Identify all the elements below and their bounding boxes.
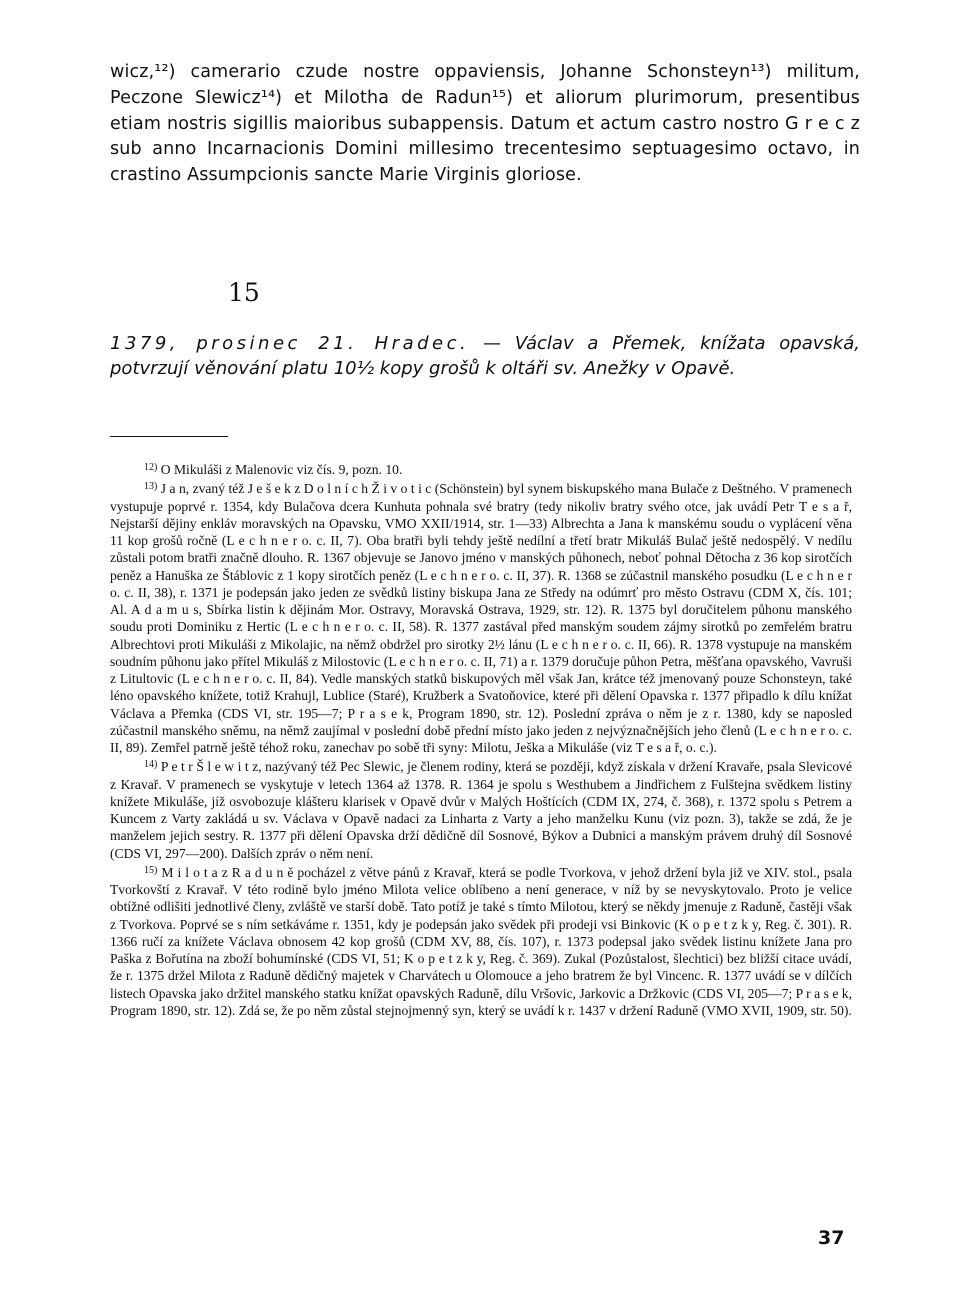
footnote-text: P e t r Š l e w i t z, nazývaný též Pec Slewic, je členem rodiny, která se později, když získala v držení Kravaře, psala Slevicové z Kravař. V pramenech se vyskytuje v letech 1364 až 1378. R. 1364 je spolu s Westhubem a Jindřichem z Fulštejna svědkem listiny knížete Mikuláše, jíž osvobozuje klášteru klarisek v Opavě dvůr v Malých Hoštících (CDM IX, 274, č. 368), r. 1372 spolu s Petrem a Kuncem z Varty zakládá u sv. Václava v Opavě nadaci za Linharta z Varty a jeho manželku Kunu (viz pozn. 3), takže se zdá, že je manželem jejich sestry. R. 1377 při dělení Opavska drží dědičně díl Sosnové, Býkov a Dubnici a manským právem druhý díl Sosnové (CDS VI, 297—200). Dalších zpráv o něm není. xyxy=(110,759,853,861)
regest-summary: — Václav a Přemek, knížata opavská, potvrzují věnování platu 10½ kopy grošů k oltáři sv. Anežky v Opavě. xyxy=(110,333,860,379)
footnote-14 xyxy=(110,756,852,862)
footnote-mark: 14) xyxy=(144,759,158,771)
footnote-15 xyxy=(110,862,852,1019)
footnote-text: M i l o t a z R a d u n ě pocházel z větve pánů z Kravař, která se podle Tvorkova, v jehož držení byla již ve XIV. stol., psala Tvorkovští z Kravař. V této rodině bylo jméno Milota velice oblíbeno a není generace, v níž by se nevyskytovalo. Proto je velice obtížné odlišiti jednotlivé členy, zvláště ve starší době. Tato potíž je také s tímto Milotou, který se někdy jmenuje z Raduně, častěji však z Tvorkova. Poprvé se s ním setkáváme r. 1351, kdy je podepsán jako svědek při prodeji vsi Binkovic (K o p e t z k y, Reg. č. 301). R. 1366 ručí za knížete Václava obnosem 42 kop grošů (CDM XV, 88, čís. 107), r. 1373 podepsal jako svědek listinu knížete Jana pro Paška z Bořutína na zboží bohumínské (CDS VI, 51; K o p e t z k y, Reg. č. 369). Zukal (Pozůstalost, šlechtici) bez bližší citace uvádí, že r. 1375 držel Milota z Raduně dědičný majetek v Charvátech u Olomouce a jeho bratrem že byl Vincenc. R. 1377 uvádí se v dílčích listech Opavska jako držitel manského statku knížat opavských Raduně, dílu Vršovic, Jarkovic a Držkovic (CDS VI, 205—7; P r a s e k, Program 1890, str. 12). Zdá se, že po něm zůstal stejnojmenný syn, který se uvádí k r. 1437 v držení Raduně (VMO XVII, 1909, str. 50). xyxy=(110,864,852,1018)
footnote-text: O Mikuláši z Malenovic viz čís. 9, pozn. 10. xyxy=(160,462,403,477)
regest-heading xyxy=(110,331,860,381)
footnotes xyxy=(110,459,852,1019)
footnote-mark: 15) xyxy=(144,864,158,876)
document-number: 15 xyxy=(228,278,260,307)
regest-date-place: 1379, prosinec 21. Hradec. xyxy=(110,333,470,354)
footnote-mark: 13) xyxy=(144,481,158,493)
footnote-mark: 12) xyxy=(144,462,158,473)
footnote-text: J a n, zvaný též J e š e k z D o l n í c h Ž i v o t i c (Schönstein) byl synem biskupského mana Bulače z Deštného. V pramenech vystupuje poprvé r. 1354, kdy Bulačova dcera Kunhuta pohnala své bratry (tedy nikoliv bratry svého otce, jak uvádí Petr T e s a ř, Nejstarší dějiny enkláv moravských na Opavsku, VMO XXII/1914, str. 1—33) Albrechta a Jana k manskému soudu o vyplácení věna 11 kop grošů ročně (L e c h n e r o. c. II, 7). Oba bratři byli tehdy ještě nedílní a třetí bratr Mikuláš Bulač ještě nedospělý. V nedílu zůstali potom bratři značně dlouho. R. 1367 objevuje se Janovo jméno v manských půhonech, neboť pohnal Dětocha z 36 kop sirotčích peněz a Hanuška ze Štáblovic z 1 kopy sirotčích peněz (L e c h n e r o. c. II, 37). R. 1368 se zúčastnil manského posudku (L e c h n e r o. c. II, 38), r. 1371 je podepsán jako jeden ze svědků listiny biskupa Jana ze Středy na odúmrť pro město Ostravu (CDM X, čís. 101; Al. A d a m u s, Sbírka listin k dějinám Mor. Ostravy, Moravská Ostrava, 1929, str. 12). R. 1375 byl doručitelem půhonu manského soudu proti Dominiku z Hertic (L e c h n e r o. c. II, 58). R. 1377 zastával před manským soudem zájmy sirotků po zemřelém bratru Albrechtovi proti Mikuláši z Mikolajic, na němž obdržel pro sirotky 2½ lánu (L e c h n e r o. c. II, 66). R. 1378 vystupuje na manském soudním půhonu jako přítel Mikuláš z Milostovic (L e c h n e r o. c. II, 71) a r. 1379 doručuje půhon Petra, měšťana opavského, Vavruši z Litultovic (L e c h n e r o. c. II, 84). Vedle manských statků biskupových měl však Jan, krátce též jmenovaný pouze Schonsteyn, také léno opavského knížete, totiž Krahujl, Lublice (Staré), Kružberk a Svatoňovice, které při dělení Opavska r. 1377 připadlo k dílu knížat Václava a Přemka (CDS VI, str. 195—7; P r a s e k, Program 1890, str. 12). Poslední zpráva o něm je z r. 1380, kdy se naposled zúčastnil manského sněmu, na němž zaujímal v poslední době přední místo jako jeden z nejvýznačnějších jeho členů (L e c h n e r o. c. II, 89). Zemřel patrně ještě téhož roku, zanechav po sobě tři syny: Milotu, Ješka a Mikuláše (viz T e s a ř, o. c.). xyxy=(110,481,852,755)
latin-charter-text: wicz,¹²) camerario czude nostre oppaviensis, Johanne Schonsteyn¹³) militum, Peczone Slewicz¹⁴) et Milotha de Radun¹⁵) et aliorum plurimorum, presentibus etiam nostris sigillis maioribus subappensis. Datum et actum castro nostro G r e c z sub anno Incarnacionis Domini millesimo trecentesimo septuagesimo octavo, in crastino Assumpcionis sancte Marie Virginis gloriose. xyxy=(110,62,860,186)
page-number: 37 xyxy=(818,1227,845,1249)
footnote-12 xyxy=(110,459,852,478)
footnote-separator xyxy=(110,436,228,437)
footnote-13 xyxy=(110,478,852,756)
